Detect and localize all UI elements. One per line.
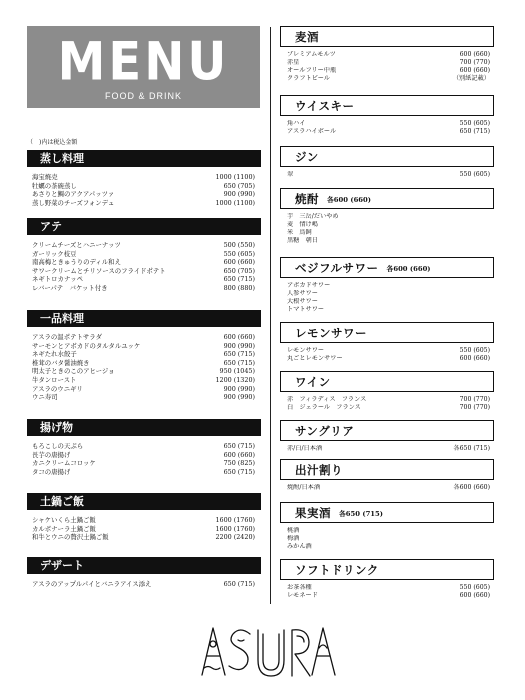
item-price: 650 (715) (223, 358, 255, 367)
item-name: ウニ寿司 (32, 393, 58, 402)
item-name: 角ハイ (287, 120, 306, 127)
asura-logo (198, 620, 338, 680)
item-price: 650 (715) (223, 580, 255, 588)
item-price: 550 (605) (459, 347, 490, 354)
section-title: ワイン (295, 374, 331, 389)
item-price: 700 (770) (459, 59, 490, 66)
menu-item (32, 468, 255, 477)
item-price: 600 (660) (223, 450, 255, 459)
section-title: ジン (295, 149, 319, 164)
menu-item (287, 543, 490, 551)
item-price: 650 (715) (223, 467, 255, 476)
item-price: 1000 (1100) (215, 173, 255, 181)
section-heading (280, 146, 494, 167)
item-list (280, 523, 494, 551)
item-list (27, 327, 261, 402)
menu-item (287, 282, 490, 290)
section-title: ソフトドリンク (295, 562, 379, 577)
item-name: 人参サワー (287, 290, 318, 297)
section-price-note: 各600 (660) (386, 264, 431, 273)
item-price: 900 (990) (223, 190, 255, 199)
menu-subtitle: FOOD & DRINK (104, 91, 182, 101)
item-name: みかん酒 (287, 543, 312, 550)
item-name: 桃酒 (287, 527, 300, 534)
section-heading: 揚げ物 (27, 419, 261, 436)
item-price: 950 (1045) (219, 367, 255, 376)
item-name: タコの唐揚げ (32, 467, 71, 476)
item-name: カニクリームコロッケ (32, 459, 96, 468)
item-name: あさりと鯛のアクアパッツァ (32, 190, 115, 199)
section-heading (280, 257, 494, 278)
item-price: 750 (825) (223, 459, 255, 468)
menu-item (32, 190, 255, 199)
section-title: レモンサワー (295, 325, 367, 340)
item-name: クリームチーズとハニーナッツ (32, 241, 121, 249)
menu-item (32, 442, 255, 451)
item-price: 550 (605) (459, 171, 490, 178)
menu-item (287, 347, 490, 355)
section-heading (280, 26, 494, 47)
item-name: プレミアムモルツ (287, 51, 336, 58)
menu-item (287, 527, 490, 535)
item-name: 白 ジェラール フランス (287, 404, 361, 411)
tax-note: （ )内は税込金額 (27, 139, 78, 146)
menu-item (287, 484, 490, 492)
menu-item (287, 128, 490, 136)
menu-item (32, 258, 255, 267)
menu-item (32, 376, 255, 385)
item-price: 650 (715) (223, 275, 255, 284)
item-name: 蒸し野菜のチーズフォンデュ (32, 198, 115, 207)
menu-item (287, 237, 490, 245)
menu-item (32, 451, 255, 460)
menu-item (32, 385, 255, 394)
item-price: （別紙記載） (452, 75, 490, 82)
item-list (280, 116, 494, 136)
menu-item (32, 580, 255, 589)
section-ate (27, 218, 261, 293)
column-divider (270, 27, 271, 604)
item-name: 牡蠣の茶碗蒸し (32, 181, 77, 190)
section-beer (280, 26, 494, 83)
section-vegesour (280, 257, 494, 314)
menu-item (32, 199, 255, 208)
item-price: 2200 (2420) (215, 533, 255, 542)
item-name: オールフリー中瓶 (287, 67, 337, 74)
item-price: 550 (605) (223, 249, 255, 258)
item-price: 1600 (1760) (215, 516, 255, 524)
section-dashiwari (280, 459, 494, 492)
menu-item (32, 367, 255, 376)
menu-item (287, 535, 490, 543)
menu-item (287, 171, 490, 179)
item-name: アボカドサワー (287, 282, 331, 289)
item-price: 各650 (715) (453, 445, 490, 452)
section-donabe (27, 493, 261, 542)
item-price: 550 (605) (459, 584, 490, 591)
menu-item (287, 221, 490, 229)
menu-item (32, 342, 255, 351)
item-name: 丸ごとレモンサワー (287, 355, 343, 362)
item-price: 800 (880) (223, 283, 255, 292)
menu-item (32, 284, 255, 293)
item-name: レモンサワー (287, 347, 325, 354)
item-price: 600 (660) (459, 355, 490, 362)
menu-item (32, 525, 255, 534)
menu-item (32, 333, 255, 342)
menu-item (287, 306, 490, 314)
section-heading: デザート (27, 557, 261, 574)
item-name: 焼酎/日本酒 (287, 484, 321, 491)
section-heading: 蒸し料理 (27, 150, 261, 167)
item-name: レモネード (287, 592, 318, 599)
item-price: 600 (660) (459, 51, 490, 58)
item-name: 赤/白/日本酒 (287, 445, 323, 452)
section-title: ウイスキー (295, 98, 355, 113)
item-list (280, 392, 494, 412)
item-price: 650 (715) (459, 128, 490, 135)
section-sangria (280, 420, 494, 453)
menu-title: MENU (57, 31, 230, 93)
section-heading (280, 559, 494, 580)
section-heading: 一品料理 (27, 310, 261, 327)
menu-item (287, 396, 490, 404)
item-name: 大根サワー (287, 298, 318, 305)
item-name: 赤 フィラディス フランス (287, 396, 367, 403)
section-heading (280, 322, 494, 343)
item-price: 1600 (1760) (215, 524, 255, 533)
item-name: アスラハイボール (287, 128, 337, 135)
item-list (27, 574, 261, 589)
item-price: 500 (550) (223, 241, 255, 249)
item-name: 牛タンロースト (32, 375, 77, 384)
item-name: シャケいくら土鍋ご飯 (32, 516, 96, 524)
section-fried (27, 419, 261, 476)
item-price: 650 (705) (223, 266, 255, 275)
section-heading (280, 95, 494, 116)
menu-item (32, 173, 255, 182)
item-list (280, 167, 494, 179)
item-list (27, 167, 261, 207)
item-price: 600 (660) (223, 258, 255, 267)
item-list (280, 343, 494, 363)
item-price: 1200 (1320) (215, 375, 255, 384)
menu-item (32, 250, 255, 259)
section-title: 麦酒 (295, 29, 319, 44)
item-name: サワークリームとチリソースのフライドポテト (32, 266, 166, 275)
item-name: クラフトビール (287, 75, 330, 82)
item-name: 和牛とウニの贅沢土鍋ご飯 (32, 533, 109, 542)
section-fruitliquor (280, 502, 494, 551)
item-list (280, 580, 494, 600)
item-price: 700 (770) (459, 404, 490, 411)
item-name: 赤星 (287, 59, 300, 66)
item-price: 900 (990) (223, 341, 255, 350)
menu-item (287, 592, 490, 600)
item-price: 各600 (660) (453, 484, 490, 491)
menu-item (287, 51, 490, 59)
section-heading: 土鍋ご飯 (27, 493, 261, 510)
menu-item (287, 120, 490, 128)
item-name: ネギたれ水餃子 (32, 350, 77, 359)
section-heading (280, 188, 494, 209)
item-list (280, 47, 494, 83)
item-price: 900 (990) (223, 393, 255, 402)
item-price: 600 (660) (459, 67, 490, 74)
menu-item (32, 267, 255, 276)
section-heading (280, 420, 494, 441)
item-price: 1000 (1100) (215, 198, 255, 207)
item-name: トマトサワー (287, 306, 325, 313)
item-name: 黒糖 朝日 (287, 237, 318, 244)
menu-item (287, 298, 490, 306)
item-list (280, 441, 494, 453)
menu-item (287, 59, 490, 67)
item-name: 翠 (287, 171, 294, 178)
item-price: 600 (660) (459, 592, 490, 599)
menu-item (32, 516, 255, 525)
menu-item (32, 533, 255, 542)
menu-item (287, 584, 490, 592)
menu-item (287, 404, 490, 412)
item-name: 麦 情け嶋 (287, 221, 318, 228)
section-title: 出汁割り (295, 462, 343, 477)
menu-item (287, 290, 490, 298)
item-list (280, 278, 494, 314)
item-name: 海宝焼売 (32, 173, 58, 181)
menu-item (32, 459, 255, 468)
item-price: 550 (605) (459, 120, 490, 127)
section-title: 果実酒 (295, 505, 331, 520)
item-name: もろこしの天ぷら (32, 442, 84, 450)
menu-item (32, 241, 255, 250)
section-whisky (280, 95, 494, 136)
menu-item (32, 359, 255, 368)
section-shochu (280, 188, 494, 245)
item-name: 明太子ときのこのアヒージョ (32, 367, 115, 376)
menu-banner (27, 26, 260, 108)
section-steamed (27, 150, 261, 207)
menu-item (32, 350, 255, 359)
item-name: ネギトロカナッペ (32, 275, 83, 284)
section-heading (280, 371, 494, 392)
item-list (27, 235, 261, 293)
section-price-note: 各600 (660) (327, 195, 371, 204)
section-heading (280, 459, 494, 480)
item-list (27, 436, 261, 476)
section-price-note: 各650 (715) (339, 509, 383, 518)
section-ippin (27, 310, 261, 402)
item-name: 梅酒 (287, 535, 300, 542)
item-name: レバーパテ バケット付き (32, 283, 108, 292)
menu-item (287, 355, 490, 363)
menu-item (32, 393, 255, 402)
section-softdrink (280, 559, 494, 600)
item-list (27, 510, 261, 542)
section-heading: アテ (27, 218, 261, 235)
item-price: 650 (715) (223, 350, 255, 359)
item-name: アスラの温ポテトサラダ (32, 333, 102, 341)
section-lemonsour (280, 322, 494, 363)
section-title: 焼酎 (295, 191, 319, 206)
item-name: 米 鳥飼 (287, 229, 312, 236)
item-name: カルボナーラ土鍋ご飯 (32, 524, 96, 533)
item-list (280, 209, 494, 245)
item-name: アスラのアップルパイとバニラアイス添え (32, 580, 152, 588)
section-title: ベジフルサワー (295, 260, 379, 275)
item-list (280, 480, 494, 492)
item-name: 長芋の唐揚げ (32, 450, 71, 459)
item-price: 650 (715) (223, 442, 255, 450)
menu-item (287, 229, 490, 237)
item-price: 700 (770) (459, 396, 490, 403)
section-wine (280, 371, 494, 412)
menu-item (287, 67, 490, 75)
section-heading (280, 502, 494, 523)
item-name: 芋 三岳/だいやめ (287, 213, 339, 220)
item-name: アスラのウニギリ (32, 384, 83, 393)
item-name: 椎茸のバタ醤油焼き (32, 358, 90, 367)
menu-item (32, 275, 255, 284)
item-name: サーモンとアボカドのタルタルユッケ (32, 341, 141, 350)
menu-item (32, 182, 255, 191)
item-name: ガーリック枝豆 (32, 249, 77, 258)
item-name: お茶各種 (287, 584, 312, 591)
item-price: 650 (705) (223, 181, 255, 190)
menu-item (287, 75, 490, 83)
section-title: サングリア (295, 423, 355, 438)
item-name: 南高梅ときゅうりのディル和え (32, 258, 121, 267)
item-price: 900 (990) (223, 384, 255, 393)
menu-item (287, 445, 490, 453)
item-price: 600 (660) (223, 333, 255, 341)
section-gin (280, 146, 494, 179)
menu-item (287, 213, 490, 221)
section-dessert (27, 557, 261, 589)
